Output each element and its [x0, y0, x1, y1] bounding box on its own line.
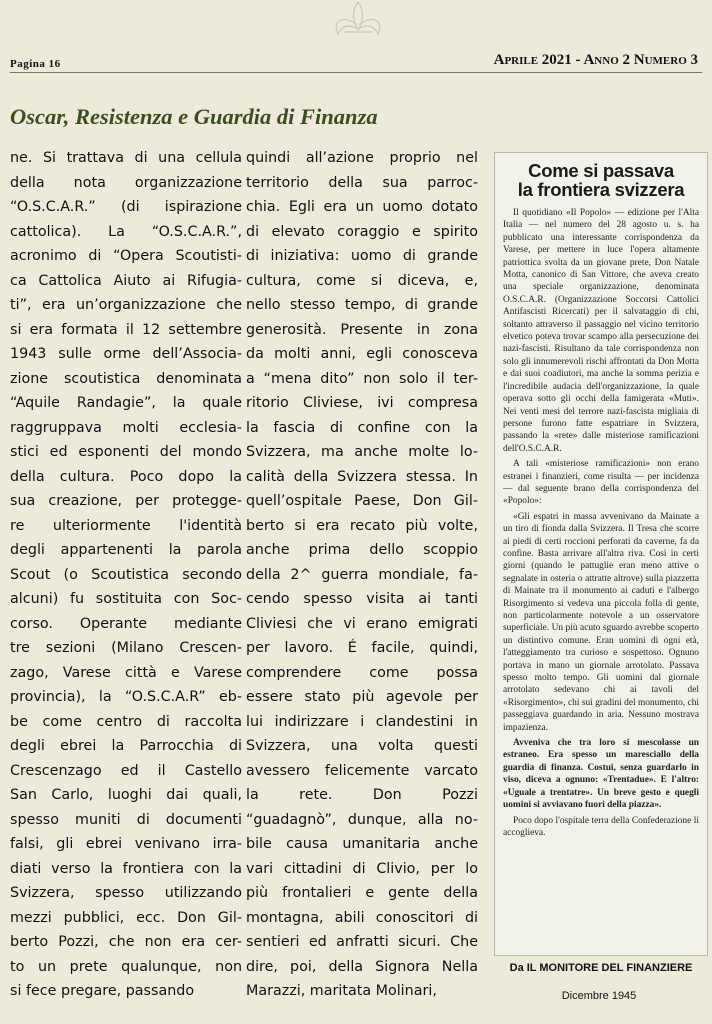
article-line: di iniziativa: uomo di grande [246, 248, 478, 264]
article-line: berto Pozzi, che non era cer- [10, 934, 242, 950]
article-line: provincia), la “O.S.C.A.R” eb- [10, 689, 242, 705]
article-line: Cliviesi che vi erano emigrati [246, 615, 478, 632]
article-line: “Aquile Randagie”, la quale [10, 395, 242, 411]
article-line: acronimo di “Opera Scoutisti- [10, 248, 242, 264]
article-line: calità della Svizzera stessa. In [246, 468, 478, 485]
article-line: alcuni) fu sostituita con Soc- [10, 591, 242, 607]
article-line: raggruppava molti ecclesia- [10, 419, 242, 436]
header-divider [10, 72, 702, 73]
article-line: re ulteriormente l'identità [10, 517, 242, 534]
article-line: sentieri ed anfratti sicuri. Che [246, 934, 478, 950]
article-line: Marazzi, maritata Molinari, [246, 983, 437, 999]
article-line: dire, poi, della Signora Nella [246, 958, 478, 975]
article-line: si era formata il 12 settembre [10, 321, 242, 338]
article-line: bile causa umanitaria anche [246, 836, 478, 852]
clipping-paragraph: Poco dopo l'ospitale terra della Confederazione li accoglieva. [503, 815, 699, 838]
newspaper-clipping [494, 152, 708, 956]
article-line: ca Cattolica Aiuto ai Rifugia- [10, 272, 242, 289]
page-header [10, 52, 702, 76]
article-line: Svizzera, ma anche molte lo- [246, 444, 478, 460]
article-line: generosità. Presente in zona [246, 321, 478, 338]
article-line: stici ed esponenti del mondo [10, 444, 242, 460]
article-line: da molti anni, egli conosceva [246, 346, 478, 362]
clipping-source: Da IL MONITORE DEL FINANZIERE [509, 962, 693, 974]
article-line: a “mena dito” non solo il ter- [246, 370, 478, 387]
article-line: vari cittadini di Clivio, per lo [246, 860, 478, 877]
page-number: Pagina 16 [10, 58, 61, 70]
article-line: si fece pregare, passando [10, 983, 195, 999]
article-line: degli ebrei la Parrocchia di [10, 738, 242, 754]
clipping-headline-line-1: Come si passava [528, 160, 674, 181]
article-line: degli appartenenti la parola [10, 542, 242, 558]
article-line: per lavoro. É facile, quindi, [246, 640, 478, 656]
article-line: spesso muniti di documenti [10, 811, 242, 828]
article-line: della cultura. Poco dopo la [10, 468, 242, 485]
article-line: nello stesso tempo, di grande [246, 297, 478, 313]
article-line: Svizzera, una volta questi [246, 738, 478, 754]
clipping-paragraph: Il quotidiano «Il Popolo» — edizione per l'Alta Italia — nel numero del 28 agosto u. s. ha pubblicato una interessante corrispondenza da Varese, per mettere in luce l'opera altamente patriottica svolta da un giovane prete, Don Natale Motta, canonico di San Vittore, che aveva creato una speciale organizzazione, denominata O.S.C.A.R. (Organizzazione Soccorsi Cattolici Antifascisti Ricercati) per il salvataggio di chi, soltanto attraverso il passaggio nel vicino territorio elvetico poteva trovar scampo alla persecuzione dei nazi-fascisti. Risultano da tale corrispondenza non solo gli innumerevoli rischi affrontati da Don Motta e dai suoi coadiutori, ma anche la somma perizia e l'incredibile audacia dell'organizzazione, la quale operava sotto gli occhi della famigerata «Muti». Nei venti mesi del terrore nazi-fascista migliaia di persone furono fatte espatriare in Svizzera, passando la «rete» dalle misteriose ramificazioni dell'O.S.C.A.R. [503, 208, 699, 454]
clipping-date: Dicembre 1945 [561, 990, 637, 1002]
article-line: zago, Varese città e Varese [10, 664, 242, 681]
article-line: “O.S.C.A.R.” (di ispirazione [10, 199, 242, 215]
article-line: falsi, gli ebrei venivano irra- [10, 836, 242, 852]
article-line: be come centro di raccolta [10, 713, 242, 730]
article-line: 1943 sulle orme dell’Associa- [10, 346, 242, 362]
article-line: montagna, abili conoscitori di [246, 909, 478, 926]
article-line: Scout (o Scoutistica secondo [10, 566, 242, 583]
article-column-1 [10, 146, 242, 1004]
article-line: cultura, come si diceva, e, [246, 272, 478, 289]
article-line: anche prima dello scoppio [246, 542, 478, 558]
article-line: diati verso la frontiera con la [10, 860, 242, 877]
clipping-headline-line-2: la frontiera svizzera [517, 179, 685, 200]
article-line: quindi all’azione proprio nel [246, 150, 478, 166]
article-line: tre sezioni (Milano Crescen- [10, 640, 242, 656]
article-line: ritorio Cliviese, ivi compresa [246, 395, 478, 411]
article-line: zione scoutistica denominata [10, 370, 242, 387]
issue-info: Aprile 2021 - Anno 2 Numero 3 [493, 52, 698, 68]
article-line: di elevato coraggio e spirito [246, 223, 478, 240]
article-line: San Carlo, luoghi dai quali, [10, 787, 242, 803]
article-line: sua creazione, per protegge- [10, 493, 242, 509]
article-line: territorio della sua parroc- [246, 174, 478, 191]
article-line: Svizzera, spesso utilizzando [10, 885, 242, 901]
clipping-paragraph: Avveniva che tra loro si mescolasse un estraneo. Era spesso un maresciallo della guardia di finanza. Costui, senza guardarlo in viso, diceva a ognuno: «Trentadue». E l'altro: «Uguale a trentatre». Un breve gesto e quegli uomini si avviavano fuori della piazza». [503, 738, 699, 811]
clipping-paragraph: A tali «misteriose ramificazioni» non erano estranei i finanzieri, come risulta — per incidenza — dal seguente brano della corrispondenza del «Popolo»: [503, 459, 699, 507]
article-line: la fascia di confine con la [246, 419, 478, 436]
article-line: corso. Operante mediante [10, 615, 242, 632]
clipping-headline [495, 161, 707, 199]
article-line: ne. Si trattava di una cellula [10, 150, 242, 166]
article-line: avessero felicemente varcato [246, 762, 478, 779]
article-line: comprendere come possa [246, 664, 478, 681]
clipping-paragraph: «Gli espatri in massa avvenivano da Mainate a un tiro di fionda dalla Svizzera. Il Tresa che scorre ai piedi di certi roccioni perforati da caverne, fa da confine. Basta arrivare all'altra riva. Così in certi giorni (quando le pattuglie eran meno attive o segnalate in osteria o attratte altrove) sulla piazzetta di Mainate tra il monumento ai caduti e l'albergo Risorgimento si vedeva una piccola folla di gente, non particolarmente notevole a un osservatore superficiale. Un più acuto sguardo avrebbe scoperto un distintivo comune. Eran uomini di ogni età, l'atteggiamento tra curioso e sospettoso. Ognuno portava in mano un giornale arrotolato. Passava spesso molto tempo. Gli uomini dal giornale arrotolato sedevano chi ai tavoli del «Risorgimento», chi sui gradini del monumento, chi passeggiava guardando in aria. Nessuno mostrava impazienza. [503, 511, 699, 733]
article-title: Oscar, Resistenza e Guardia di Finanza [10, 104, 378, 129]
article-line: essere stato più agevole per [246, 689, 478, 705]
article-line: cendo spesso visita ai tanti [246, 591, 478, 607]
article-line: cattolica). La “O.S.C.A.R.”, [10, 223, 242, 240]
article-line: della nota organizzazione [10, 174, 242, 191]
article-line: della 2^ guerra mondiale, fa- [246, 566, 478, 583]
article-line: “guadagnò”, dunque, alla no- [246, 811, 478, 828]
article-line: ti”, era un’organizzazione che [10, 297, 242, 313]
article-column-2 [246, 146, 478, 1004]
article-line: to un prete qualunque, non [10, 958, 242, 975]
article-line: berto si era recato più volte, [246, 517, 478, 534]
fleur-de-lis-watermark-icon [318, 0, 398, 40]
article-line: Crescenzago ed il Castello [10, 762, 242, 779]
article-line: chia. Egli era un uomo dotato [246, 199, 478, 215]
article-line: mezzi pubblici, ecc. Don Gil- [10, 909, 242, 926]
article-line: la rete. Don Pozzi [246, 787, 478, 803]
article-line: quell’ospitale Paese, Don Gil- [246, 493, 478, 509]
clipping-body [495, 199, 707, 839]
article-line: più frontalieri e gente della [246, 885, 478, 901]
article-line: lui indirizzare i clandestini in [246, 713, 478, 730]
